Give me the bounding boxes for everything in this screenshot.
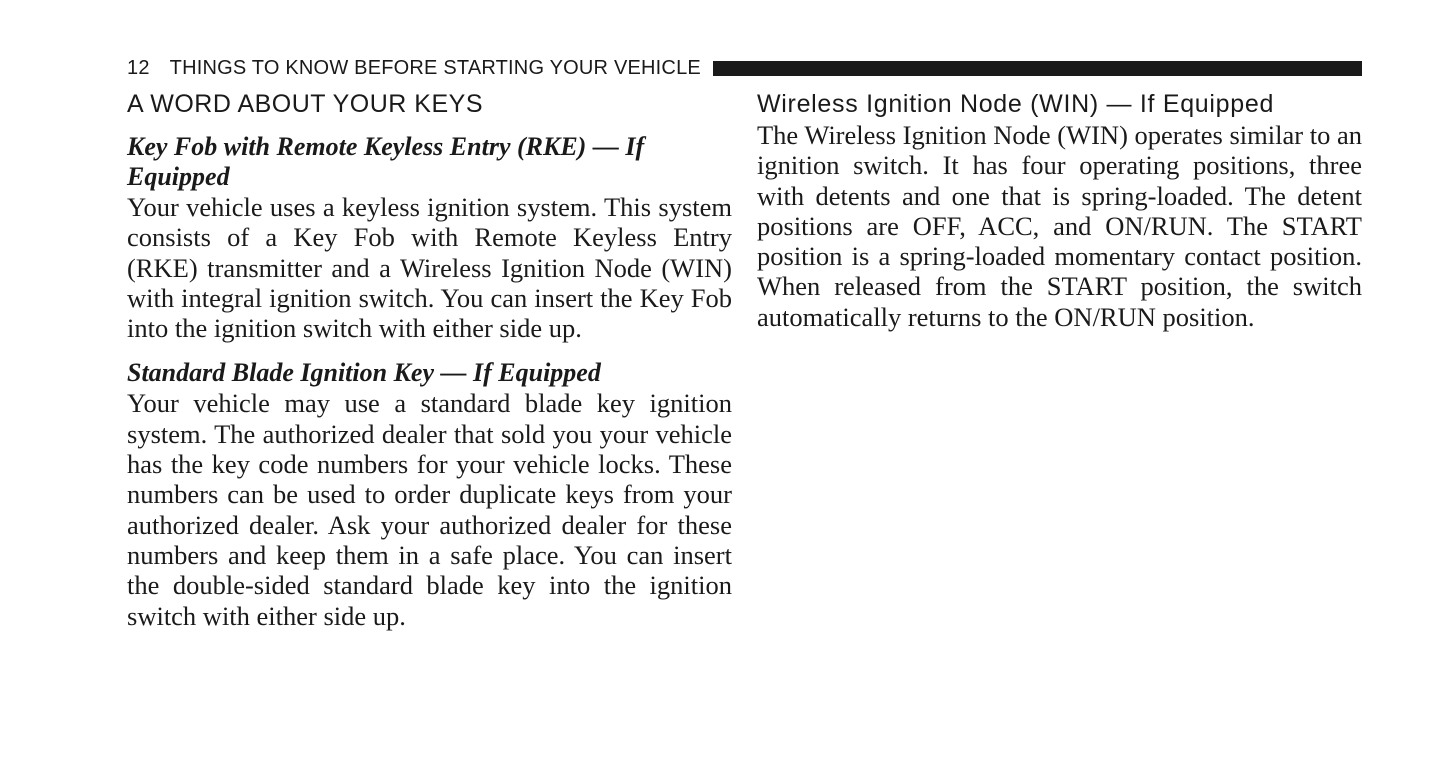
left-column bbox=[127, 88, 732, 631]
win-paragraph: The Wireless Ignition Node (WIN) operates similar to an ignition switch. It has four operating positions, three with detents and one that is spring-loaded. The detent positions are OFF, ACC, and ON/RUN. The START position is a spring-loaded momentary contact position. When released from the START position, the switch automatically returns to the ON/RUN position. bbox=[757, 120, 1362, 332]
rke-paragraph: Your vehicle uses a keyless ignition system. This system consists of a Key Fob with Remote Keyless Entry (RKE) transmitter and a Wireless Ignition Node (WIN) with integral ignition switch. You can insert the Key Fob into the ignition switch with either side up. bbox=[127, 192, 732, 344]
page-number: 12 bbox=[127, 57, 150, 79]
blade-key-paragraph: Your vehicle may use a standard blade key ignition system. The authorized dealer that sold you your vehicle has the key code numbers for your vehicle locks. These numbers can be used to order duplicate keys from your authorized dealer. Ask your authorized dealer for these numbers and keep them in a safe place. You can insert the double-sided standard blade key into the ignition switch with either side up. bbox=[127, 388, 732, 631]
win-heading: Wireless Ignition Node (WIN) — If Equipped bbox=[757, 90, 1275, 118]
right-column bbox=[757, 88, 1362, 332]
section-title: A WORD ABOUT YOUR KEYS bbox=[127, 90, 483, 118]
rke-heading: Key Fob with Remote Keyless Entry (RKE) — If Equipped bbox=[127, 132, 645, 191]
paragraph-gap bbox=[127, 343, 732, 358]
page-header bbox=[127, 56, 1362, 80]
header-rule bbox=[713, 61, 1362, 76]
blade-key-heading: Standard Blade Ignition Key — If Equipped bbox=[127, 358, 601, 388]
running-title: THINGS TO KNOW BEFORE STARTING YOUR VEHICLE bbox=[169, 57, 701, 79]
